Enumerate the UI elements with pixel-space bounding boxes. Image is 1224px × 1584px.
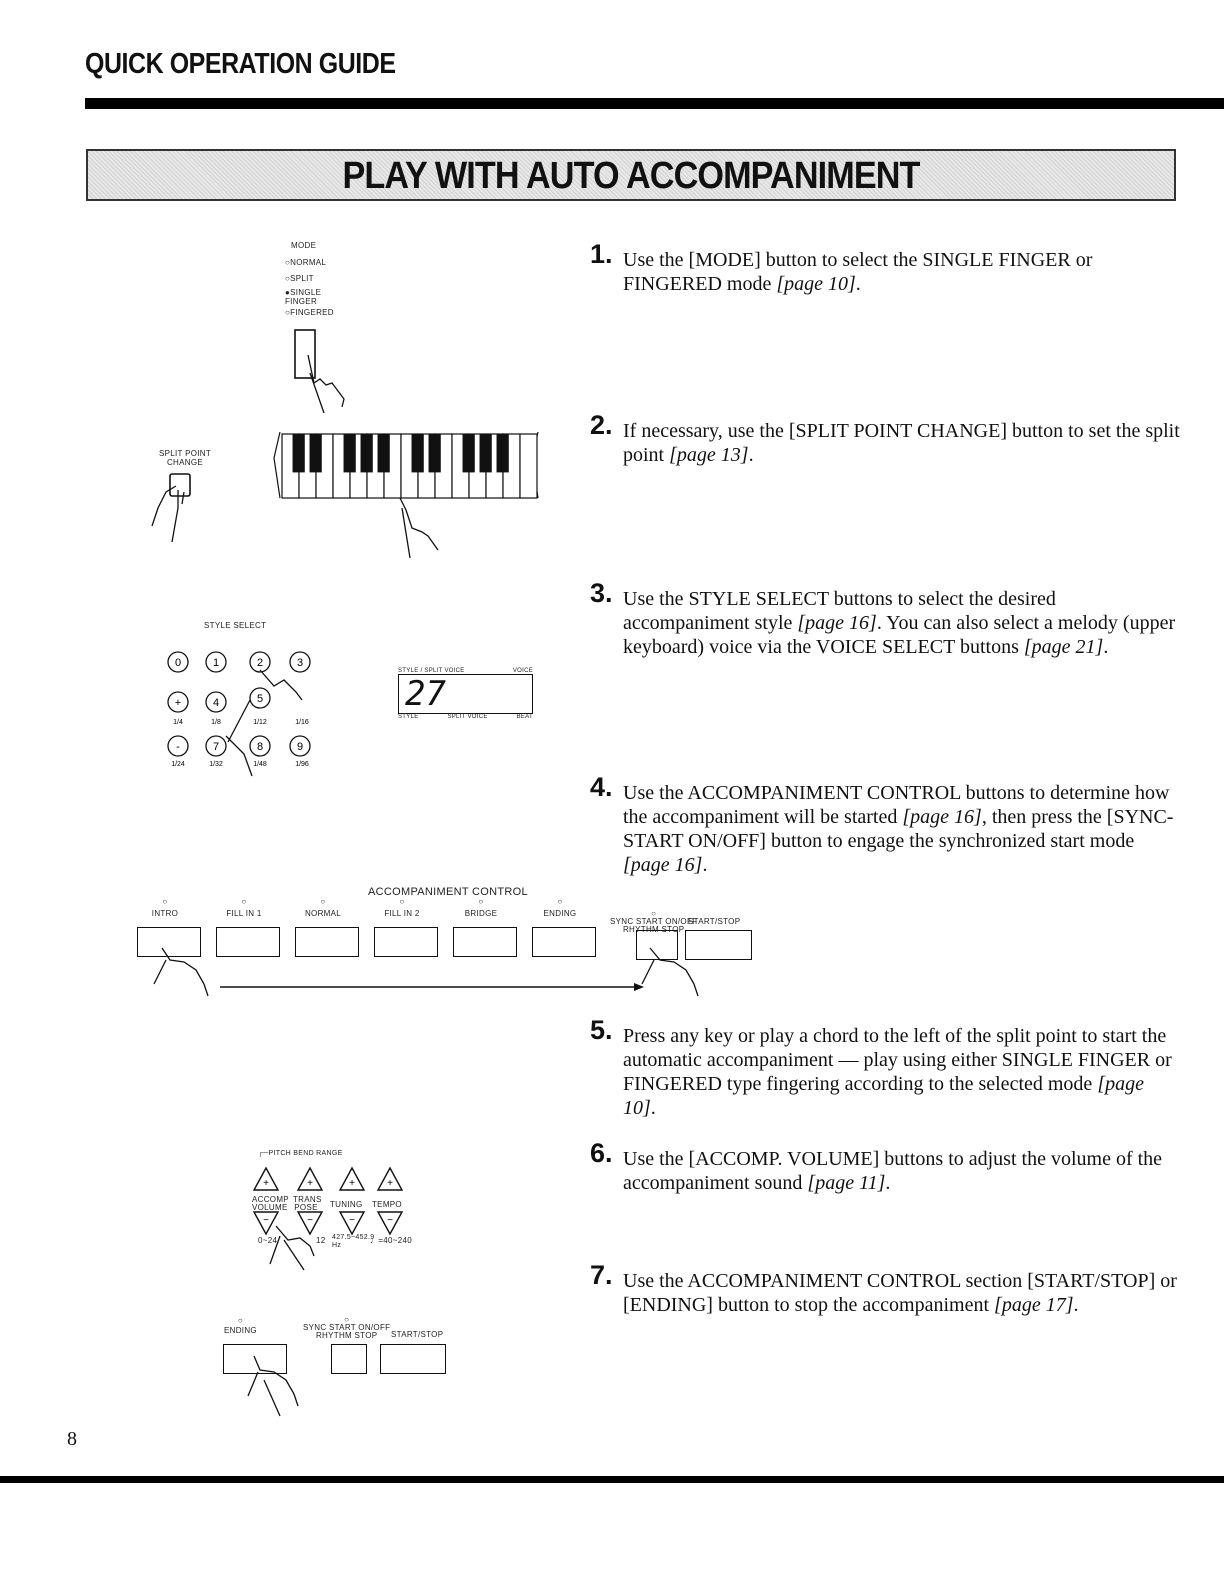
fraction-label: 1/4 <box>173 719 183 726</box>
style-select-title: STYLE SELECT <box>204 621 267 630</box>
step-number: 3. <box>590 578 613 608</box>
fraction-label: 1/32 <box>209 761 223 768</box>
stop-hand <box>240 1350 310 1420</box>
minus-icon: − <box>349 1215 355 1226</box>
minus-icon: − <box>307 1215 313 1226</box>
white-key[interactable] <box>520 434 537 498</box>
fraction-label: 1/96 <box>295 761 309 768</box>
volume-range: 0~24 <box>258 1236 278 1245</box>
stop-start-stop-label: START/STOP <box>391 1330 444 1339</box>
pitch-bend-range-label: ┌─PITCH BEND RANGE <box>258 1150 343 1157</box>
style-button-label: + <box>174 697 182 709</box>
style-button-label: 9 <box>296 741 304 753</box>
mode-option-split: ○SPLIT <box>285 274 314 283</box>
header-rule <box>85 98 1224 109</box>
plus-icon: + <box>349 1178 355 1189</box>
step-6: 6. Use the [ACCOMP. VOLUME] buttons to adjust the volume of the accompaniment sound [page 11]. <box>590 1138 1163 1194</box>
mode-option-fingered: ○FINGERED <box>285 308 334 317</box>
step-5: 5. Press any key or play a chord to the left of the split point to start the automatic accompaniment — play using either SINGLE FINGER or FINGERED type fingering according to the selected mode [page 10]. <box>590 1015 1172 1119</box>
step-number: 2. <box>590 410 613 440</box>
black-key[interactable] <box>497 434 509 472</box>
step-number: 5. <box>590 1015 613 1045</box>
tempo-label: TEMPO <box>372 1200 402 1209</box>
plus-icon: + <box>307 1178 313 1189</box>
style-button-label: 2 <box>256 657 264 669</box>
black-key[interactable] <box>344 434 356 472</box>
fraction-label: 1/12 <box>253 719 267 726</box>
stop-sync-label: ○ SYNC START ON/OFF RHYTHM STOP <box>303 1315 391 1340</box>
black-key[interactable] <box>480 434 492 472</box>
transpose-label: TRANS POSE <box>293 1195 322 1212</box>
section-title: PLAY WITH AUTO ACCOMPANIMENT <box>342 155 920 197</box>
style-button-label: 4 <box>212 697 220 709</box>
page-header: QUICK OPERATION GUIDE <box>85 48 396 80</box>
minus-icon: − <box>387 1215 393 1226</box>
style-button-label: 0 <box>174 657 182 669</box>
pointing-hand-icon <box>642 948 698 996</box>
led-display: STYLE / SPLIT VOICE VOICE 27 STYLE SPLIT VOICE BEAT <box>398 668 533 720</box>
accomp-label-4: ○ BRIDGE <box>464 897 498 918</box>
page-number: 8 <box>67 1428 77 1450</box>
split-point-button[interactable] <box>170 474 190 496</box>
section-banner <box>86 149 1176 201</box>
pointing-hand-icon <box>400 498 438 558</box>
pitch-control-pad <box>240 1164 440 1274</box>
black-key[interactable] <box>412 434 424 472</box>
accomp-label-1: ○ FILL IN 1 <box>226 897 262 918</box>
step-3: 3. Use the STYLE SELECT buttons to select the desired accompaniment style [page 16]. You can also select a melody (upper keyboard) voice via the VOICE SELECT buttons [page 21]. <box>590 578 1176 658</box>
step-7: 7. Use the ACCOMPANIMENT CONTROL section [START/STOP] or [ENDING] button to stop the accompaniment [page 17]. <box>590 1260 1177 1316</box>
black-key[interactable] <box>429 434 441 472</box>
plus-icon: + <box>263 1178 269 1189</box>
ending-label: ○ ENDING <box>224 1316 257 1335</box>
style-button-label: 7 <box>212 741 220 753</box>
accomp-hands <box>140 940 700 1000</box>
transpose-range: 12 <box>316 1236 326 1245</box>
style-button-label: - <box>176 741 180 753</box>
black-key[interactable] <box>463 434 475 472</box>
pointing-hand-icon <box>248 1356 298 1416</box>
plus-icon: + <box>387 1178 393 1189</box>
minus-icon: − <box>263 1215 269 1226</box>
tuning-range: 427.5~452.9 Hz <box>332 1234 375 1249</box>
keyboard-figure <box>270 428 545 568</box>
step-number: 4. <box>590 772 613 802</box>
accomp-label-2: ○ NORMAL <box>304 897 342 918</box>
start-stop-label: START/STOP <box>688 917 741 926</box>
accomp-control-title: ACCOMPANIMENT CONTROL <box>368 886 528 898</box>
accomp-label-5: ○ ENDING <box>543 897 577 918</box>
accomp-label-3: ○ FILL IN 2 <box>384 897 420 918</box>
mode-title: MODE <box>291 241 317 250</box>
mode-button-figure <box>280 325 360 415</box>
fraction-label: 1/8 <box>211 719 221 726</box>
mode-option-single-finger: ●SINGLE FINGER <box>285 288 322 306</box>
step-number: 6. <box>590 1138 613 1168</box>
accomp-label-0: ○ INTRO <box>151 897 179 918</box>
pointing-hand-icon <box>270 1226 314 1270</box>
accomp-volume-label: ACCOMP VOLUME <box>252 1195 289 1212</box>
step-number: 7. <box>590 1260 613 1290</box>
keyboard-keys <box>274 432 538 498</box>
fraction-label: 1/16 <box>295 719 309 726</box>
sync-start-label: ○ SYNC START ON/OFF RHYTHM STOP <box>610 909 698 934</box>
pointing-hand-icon <box>154 948 208 996</box>
black-key[interactable] <box>293 434 305 472</box>
stop-sync-button[interactable] <box>331 1344 367 1374</box>
style-select-pad <box>160 640 330 790</box>
footer-rule <box>0 1476 1224 1483</box>
tempo-range: ♩=40~240 <box>370 1236 412 1245</box>
stop-start-stop-button[interactable] <box>380 1344 446 1374</box>
black-key[interactable] <box>378 434 390 472</box>
step-4: 4. Use the ACCOMPANIMENT CONTROL buttons to determine how the accompaniment will be started [page 16], then press the [SYNC-START ON/OFF] button to engage the synchronized start mode [page 16]. <box>590 772 1174 876</box>
style-button-label: 5 <box>256 693 264 705</box>
fraction-label: 1/48 <box>253 761 267 768</box>
black-key[interactable] <box>361 434 373 472</box>
display-value: 27 <box>398 674 533 714</box>
mode-option-normal: ○NORMAL <box>285 258 327 267</box>
step-1: 1. Use the [MODE] button to select the SINGLE FINGER or FINGERED mode [page 10]. <box>590 239 1093 295</box>
style-button-label: 3 <box>296 657 304 669</box>
step-2: 2. If necessary, use the [SPLIT POINT CHANGE] button to set the split point [page 13]. <box>590 410 1180 466</box>
split-button-figure <box>138 468 218 548</box>
style-button-label: 8 <box>256 741 264 753</box>
style-button-label: 1 <box>212 657 220 669</box>
step-number: 1. <box>590 239 613 269</box>
fraction-label: 1/24 <box>171 761 185 768</box>
black-key[interactable] <box>310 434 322 472</box>
tuning-label: TUNING <box>330 1200 363 1209</box>
split-point-label: SPLIT POINT CHANGE <box>158 449 212 467</box>
